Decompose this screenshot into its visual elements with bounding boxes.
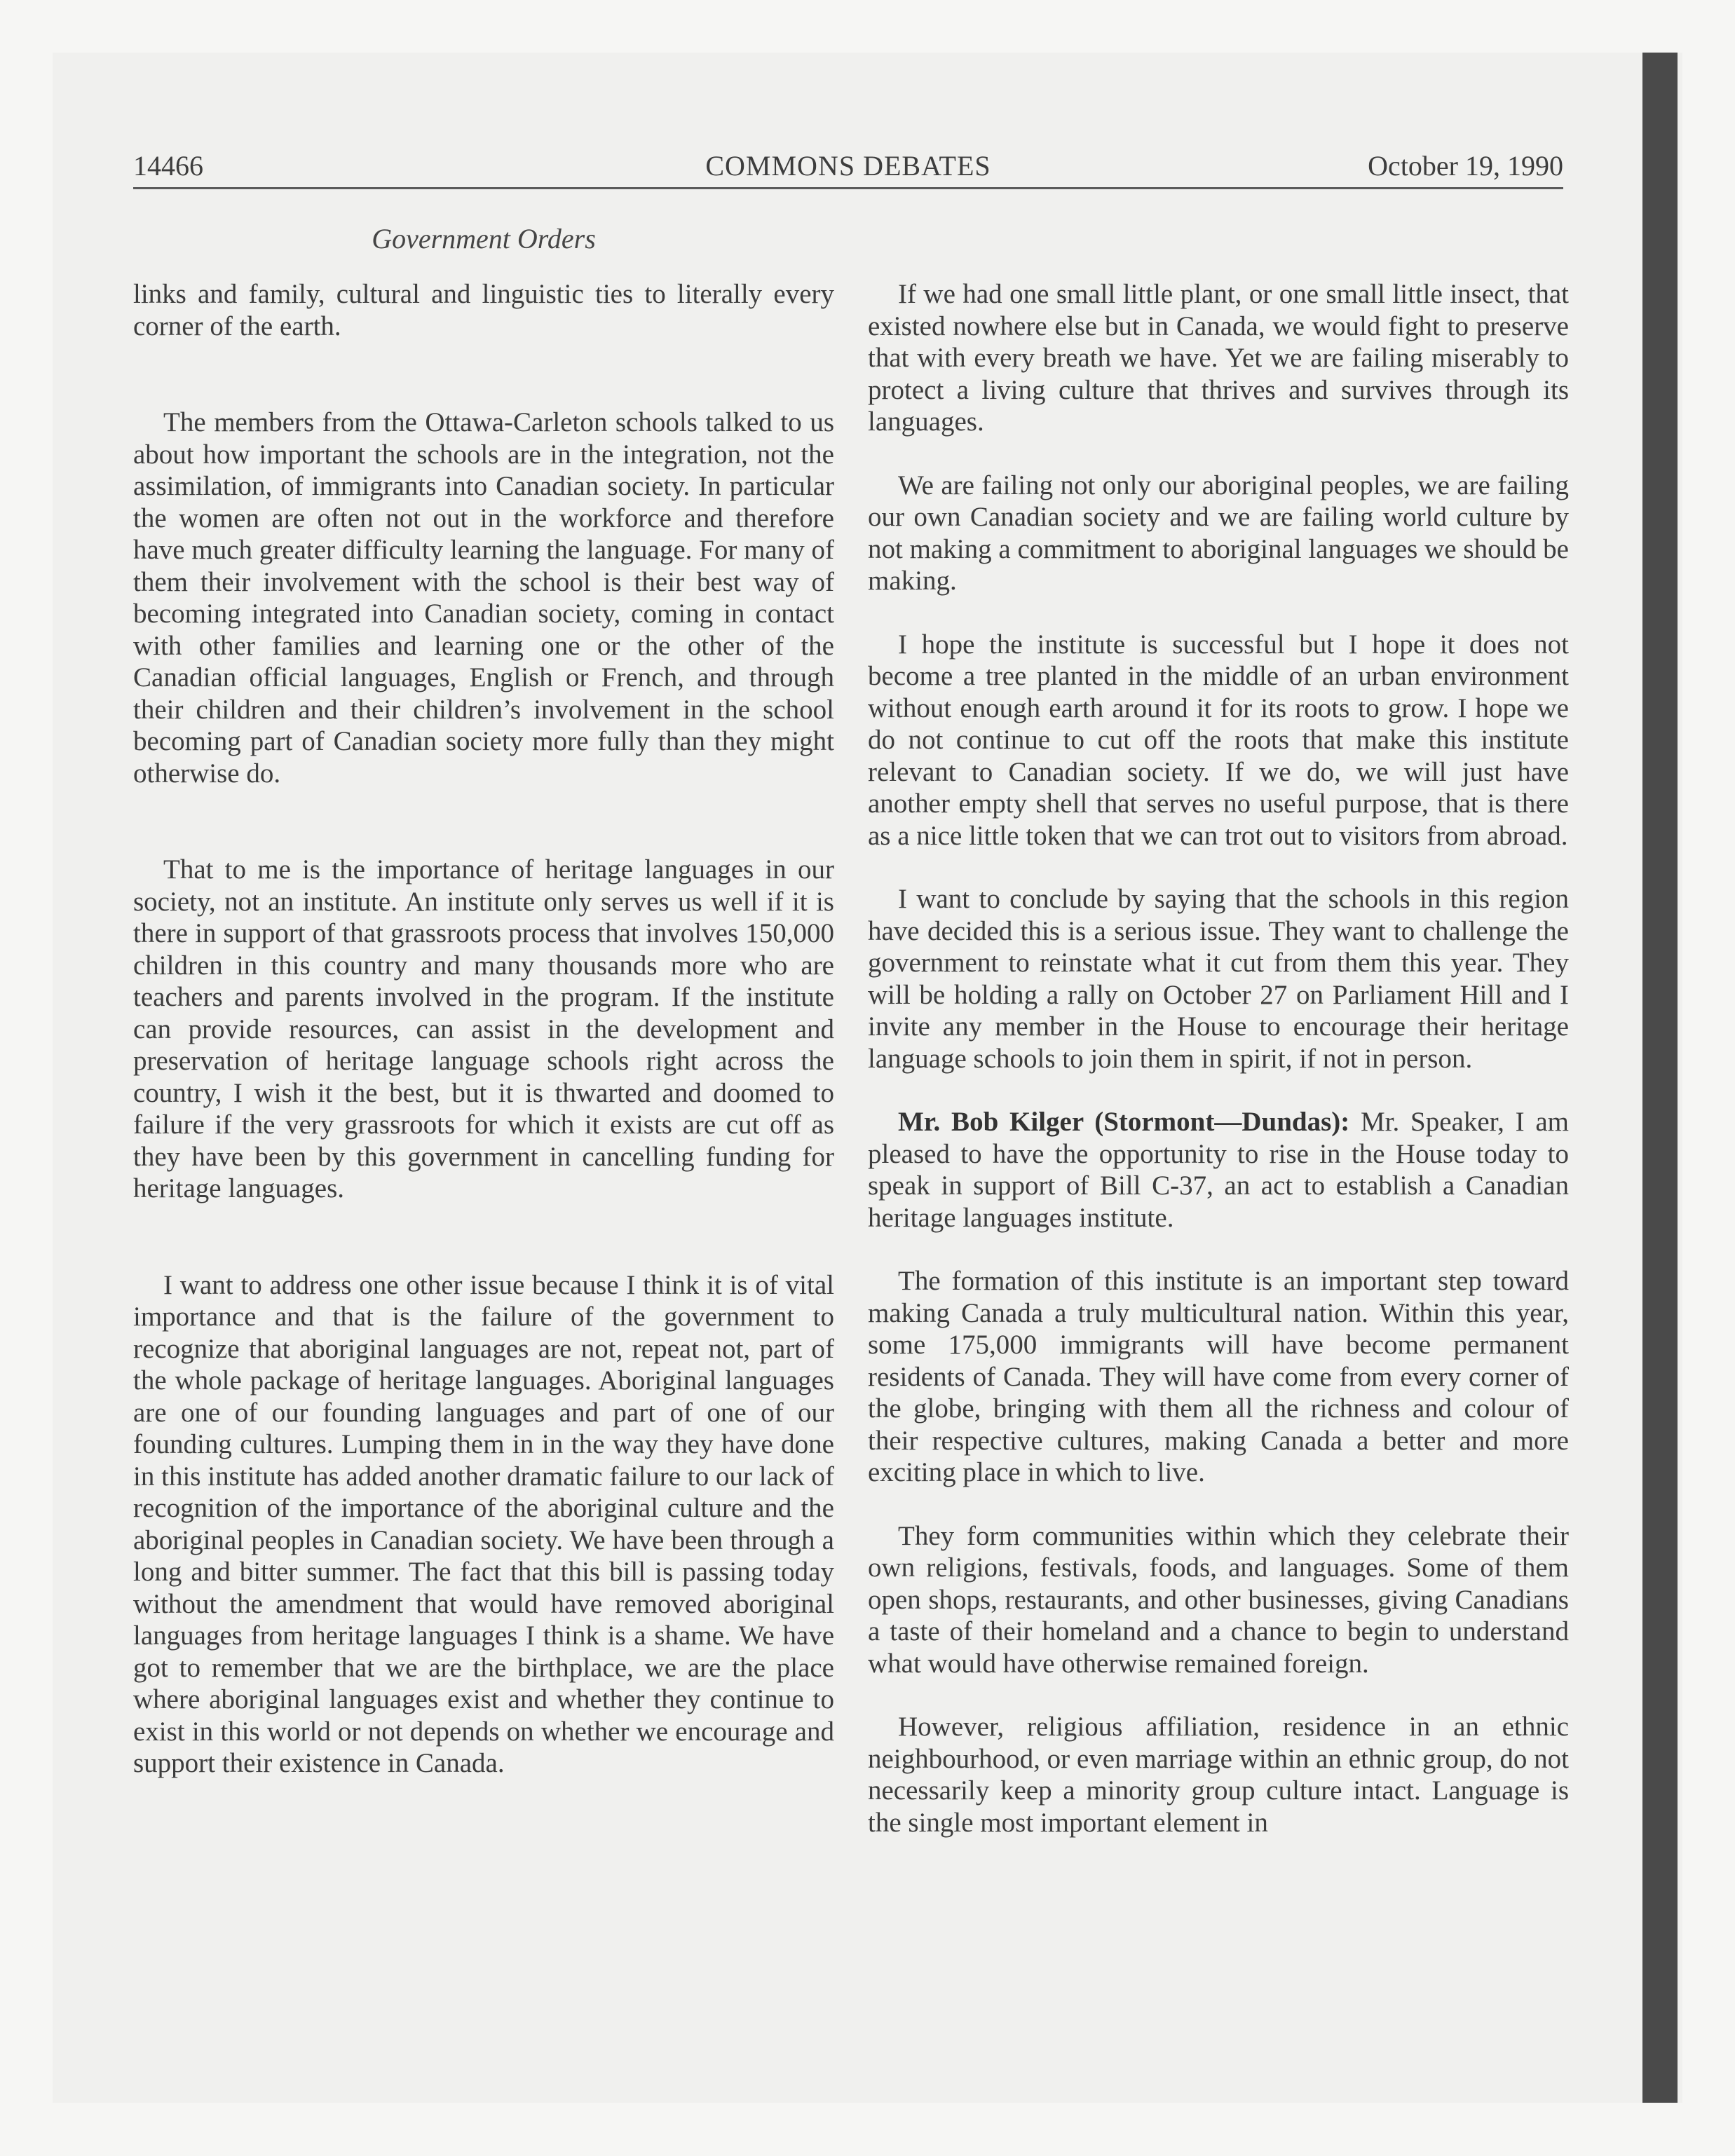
right-column: [868, 278, 1569, 1870]
paragraph: links and family, cultural and linguistic ties to literally every corner of the earth.: [133, 279, 834, 341]
paragraph: If we had one small little plant, or one small little insect, that existed nowhere else but in Canada, we would fight to preserve that with every breath we have. Yet we are failing miserably to protect a living culture that thrives and survives through its languages.: [868, 279, 1569, 437]
paragraph: The formation of this institute is an important step toward making Canada a truly multicultural nation. Within this year, some 175,000 immigrants will have become permanent residents of Canada. They will have come from every corner of the globe, bringing with them all the richness and colour of their respective cultures, making Canada a better and more exciting place in which to live.: [868, 1266, 1569, 1487]
speaker-name: Mr. Bob Kilger (Stormont—Dundas):: [898, 1107, 1350, 1137]
left-column: [133, 278, 834, 1811]
paragraph: They form communities within which they celebrate their own religions, festivals, foods, and languages. Some of them open shops, restaurants, and other businesses, giving Canadians a taste of their homeland and a chance to begin to understand what would have otherwise remained foreign.: [868, 1520, 1569, 1679]
header-rule: [133, 187, 1563, 189]
paragraph: We are failing not only our aboriginal peoples, we are failing our own Canadian society and we are failing world culture by not making a commitment to aboriginal languages we should be making.: [868, 470, 1569, 596]
paragraph: That to me is the importance of heritage languages in our society, not an institute. An institute only serves us well if it is there in support of that grassroots process that involves 150,000 children in this country and many thousands more who are teachers and parents involved in the program. If the institute can provide resources, can assist in the development and preservation of heritage language schools right across the country, I wish it the best, but it is thwarted and doomed to failure if the very grassroots for which it exists are cut off as they have been by this government in cancelling funding for heritage languages.: [133, 854, 834, 1203]
page-number: 14466: [133, 150, 203, 182]
paragraph: I want to conclude by saying that the schools in this region have decided this is a serious issue. They want to challenge the government to reinstate what it cut from them this year. They will be holding a rally on October 27 on Parliament Hill and I invite any member in the House to encourage their heritage language schools to join them in spirit, if not in person.: [868, 884, 1569, 1074]
paragraph: I want to address one other issue because I think it is of vital importance and that is the failure of the government to recognize that aboriginal languages are not, repeat not, part of the whole package of heritage languages. Aboriginal languages are one of our founding languages and part of one of our founding cultures. Lumping them in in the way they have done in this institute has added another dramatic failure to our lack of recognition of the importance of the aboriginal culture and the aboriginal peoples in Canadian society. We have been through a long and bitter summer. The fact that this bill is passing today without the amendment that would have removed aboriginal languages from heritage languages I think is a shame. We have got to remember that we are the birthplace, we are the place where aboriginal languages exist and whether they continue to exist in this world or not depends on whether we encourage and support their existence in Canada.: [133, 1269, 834, 1778]
paragraph: I hope the institute is successful but I hope it does not become a tree planted in the middle of an urban environment without enough earth around it for its roots to grow. I hope we do not continue to cut off the roots that make this institute relevant to Canadian society. If we do, we will just have another empty shell that serves no useful purpose, that is there as a nice little token that we can trot out to visitors from abroad.: [868, 629, 1569, 851]
paragraph: The members from the Ottawa-Carleton schools talked to us about how important the schools are in the integration, not the assimilation, of immigrants into Canadian society. In particular the women are often not out in the workforce and therefore have much greater difficulty learning the language. For many of them their involvement with the school is their best way of becoming integrated into Canadian society, coming in contact with other families and learning one or the other of the Canadian official languages, English or French, and through their children and their children’s involvement in the school becoming part of Canadian society more fully than they might otherwise do.: [133, 407, 834, 789]
page-header: [133, 149, 1563, 188]
paragraph: However, religious affiliation, residence in an ethnic neighbourhood, or even marriage within an ethnic group, do not necessarily keep a minority group culture intact. Language is the single most important element in: [868, 1712, 1569, 1838]
publication-date: October 19, 1990: [1368, 150, 1563, 182]
speaker-text: Mr. Speaker, I am pleased to have the opportunity to rise in the House today to speak in support of Bill C-37, an act to establish a Canadian heritage languages institute.: [868, 1107, 1569, 1233]
scan-edge-shadow: [1642, 53, 1678, 2103]
publication-title: COMMONS DEBATES: [705, 150, 991, 182]
section-title: Government Orders: [372, 223, 596, 254]
speaker-paragraph: [868, 1106, 1569, 1234]
